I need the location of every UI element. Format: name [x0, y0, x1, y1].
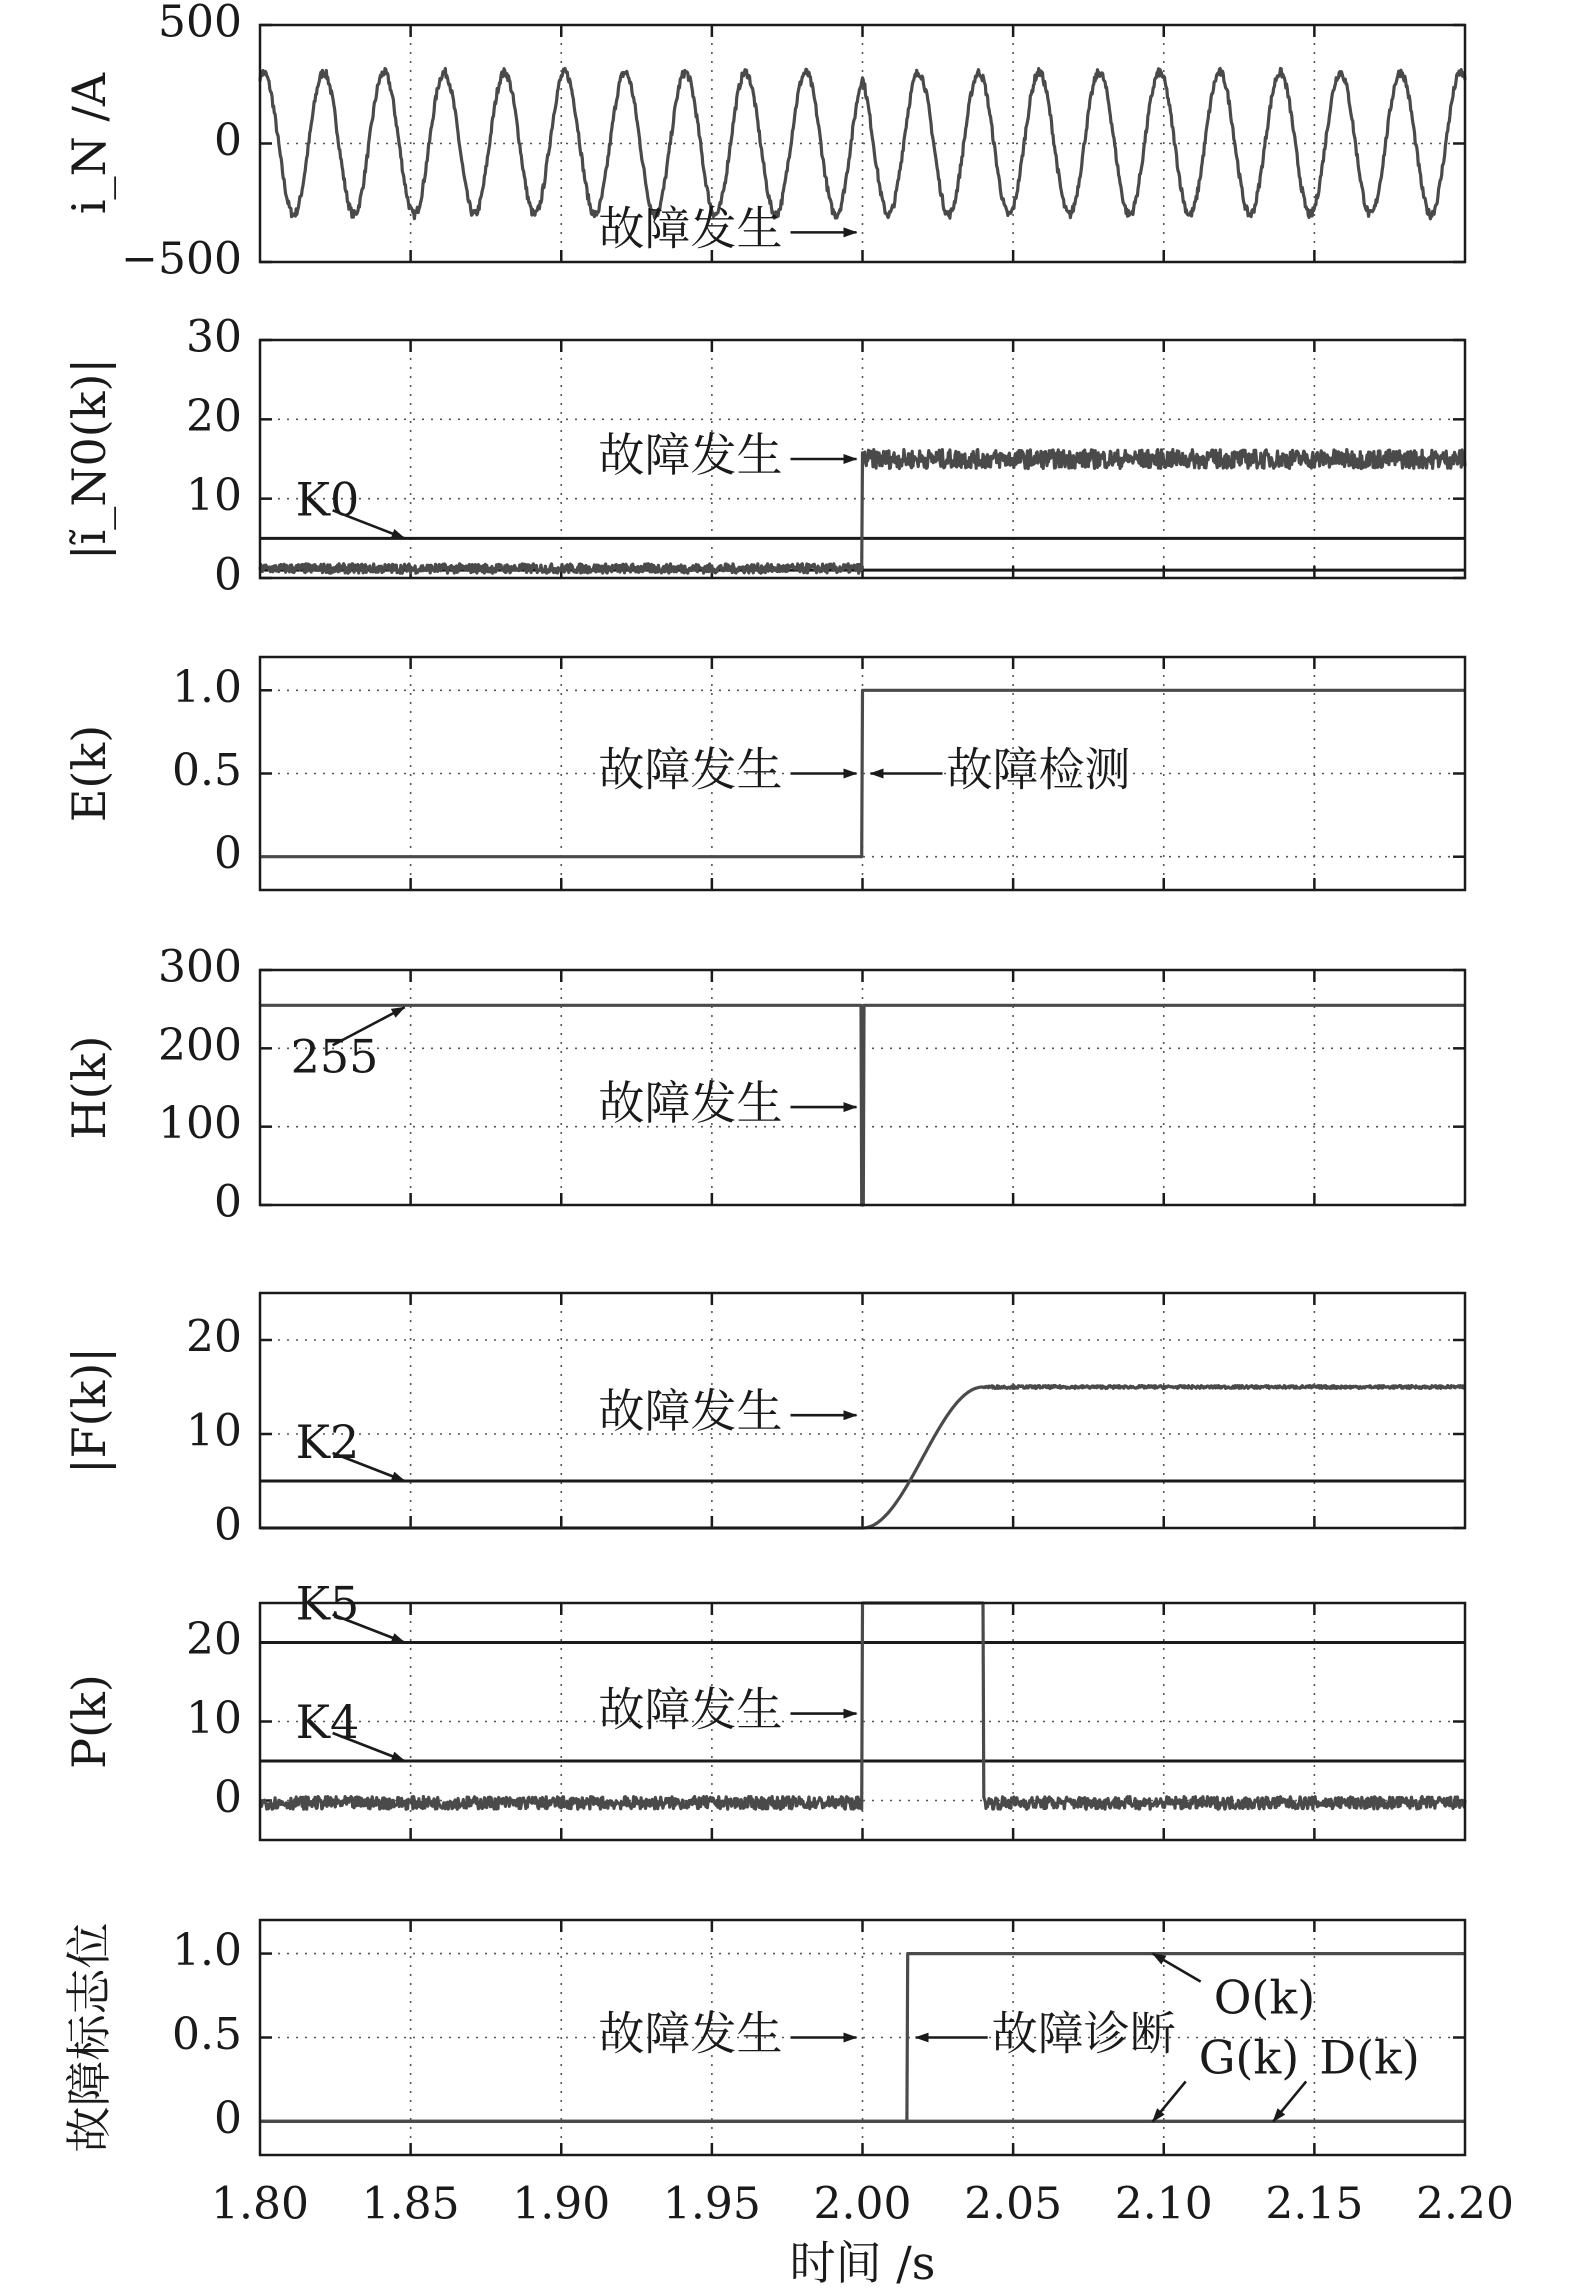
y-axis-label: P(k)	[62, 1674, 116, 1769]
annotation-fault-occurred: 故障发生	[598, 1384, 783, 1439]
annotation-arrow	[1153, 1954, 1201, 1982]
annotation-arrow	[1273, 2081, 1306, 2121]
panel-3	[62, 657, 1465, 890]
annotation-detect: 故障检测	[946, 742, 1131, 797]
annotation-signal: G(k)	[1198, 2030, 1300, 2085]
x-tick-label: 1.95	[662, 2178, 761, 2230]
y-axis-label: 故障标志位	[62, 1922, 116, 2153]
x-tick-label: 2.10	[1114, 2178, 1213, 2230]
annotation-fault-occurred: 故障发生	[598, 201, 783, 256]
y-tick-label: 30	[186, 311, 242, 363]
y-tick-label: 20	[186, 1614, 242, 1665]
x-tick-label: 1.85	[361, 2178, 460, 2230]
y-axis-label: |ĩ_N0(k)|	[62, 358, 116, 560]
x-tick-label: 2.15	[1265, 2178, 1364, 2230]
annotation-fault-occurred: 故障发生	[598, 742, 783, 797]
y-tick-label: 200	[158, 1019, 242, 1071]
y-tick-label: 100	[158, 1098, 242, 1150]
y-tick-label: 0.5	[172, 2009, 242, 2060]
annotation-255: 255	[290, 1029, 379, 1084]
annotation-threshold: K0	[295, 472, 360, 527]
y-tick-label: 10	[186, 470, 242, 522]
y-tick-label: 300	[158, 941, 242, 993]
y-tick-label: −500	[121, 233, 242, 285]
y-tick-label: 1.0	[172, 661, 242, 713]
x-axis-label: 时间 /s	[789, 2236, 936, 2290]
y-tick-label: 500	[158, 0, 242, 48]
annotation-arrow	[1153, 2081, 1186, 2121]
annotation-threshold: K4	[295, 1695, 360, 1749]
y-tick-label: 0	[214, 115, 242, 166]
annotation-fault-occurred: 故障发生	[598, 1682, 783, 1737]
annotation-detect: 故障诊断	[991, 2006, 1176, 2061]
y-tick-label: 0	[214, 828, 242, 880]
y-axis-label: E(k)	[62, 724, 116, 823]
panel-1	[62, 0, 1465, 285]
y-tick-label: 0.5	[172, 745, 242, 796]
series-line	[260, 450, 1465, 574]
x-tick-label: 1.80	[211, 2178, 309, 2230]
y-tick-label: 0	[214, 2092, 242, 2144]
panel-4	[62, 942, 1465, 1228]
series-line	[260, 1603, 1465, 1809]
y-tick-label: 20	[186, 390, 242, 442]
y-tick-label: 0	[214, 1176, 242, 1228]
series-line	[260, 1005, 1465, 1205]
y-tick-label: 0	[214, 1772, 242, 1823]
y-tick-label: 1.0	[172, 1925, 242, 1977]
y-tick-label: 0	[214, 1499, 242, 1551]
y-axis-label: |F(k)|	[62, 1347, 116, 1474]
y-axis-label: H(k)	[62, 1035, 116, 1140]
x-tick-label: 1.90	[512, 2178, 611, 2230]
panel-6	[62, 1577, 1465, 1841]
panel-2	[62, 312, 1465, 601]
y-axis-label: i_N /A	[62, 72, 116, 215]
x-tick-label: 2.20	[1416, 2178, 1514, 2230]
annotation-fault-occurred: 故障发生	[598, 2006, 783, 2061]
panel-5	[62, 1293, 1465, 1551]
y-tick-label: 10	[186, 1405, 242, 1457]
annotation-threshold: K5	[295, 1576, 360, 1631]
annotation-fault-occurred: 故障发生	[598, 428, 783, 482]
y-tick-label: 0	[214, 549, 242, 601]
x-tick-label: 2.00	[813, 2178, 912, 2230]
y-tick-label: 10	[186, 1693, 242, 1744]
annotation-threshold: K2	[295, 1415, 360, 1469]
annotation-signal: D(k)	[1319, 2030, 1420, 2085]
panel-7	[62, 1920, 1514, 2290]
x-tick-label: 2.05	[964, 2178, 1063, 2230]
annotation-fault-occurred: 故障发生	[598, 1076, 783, 1131]
y-tick-label: 20	[186, 1311, 242, 1363]
annotation-signal: O(k)	[1213, 1970, 1316, 2025]
